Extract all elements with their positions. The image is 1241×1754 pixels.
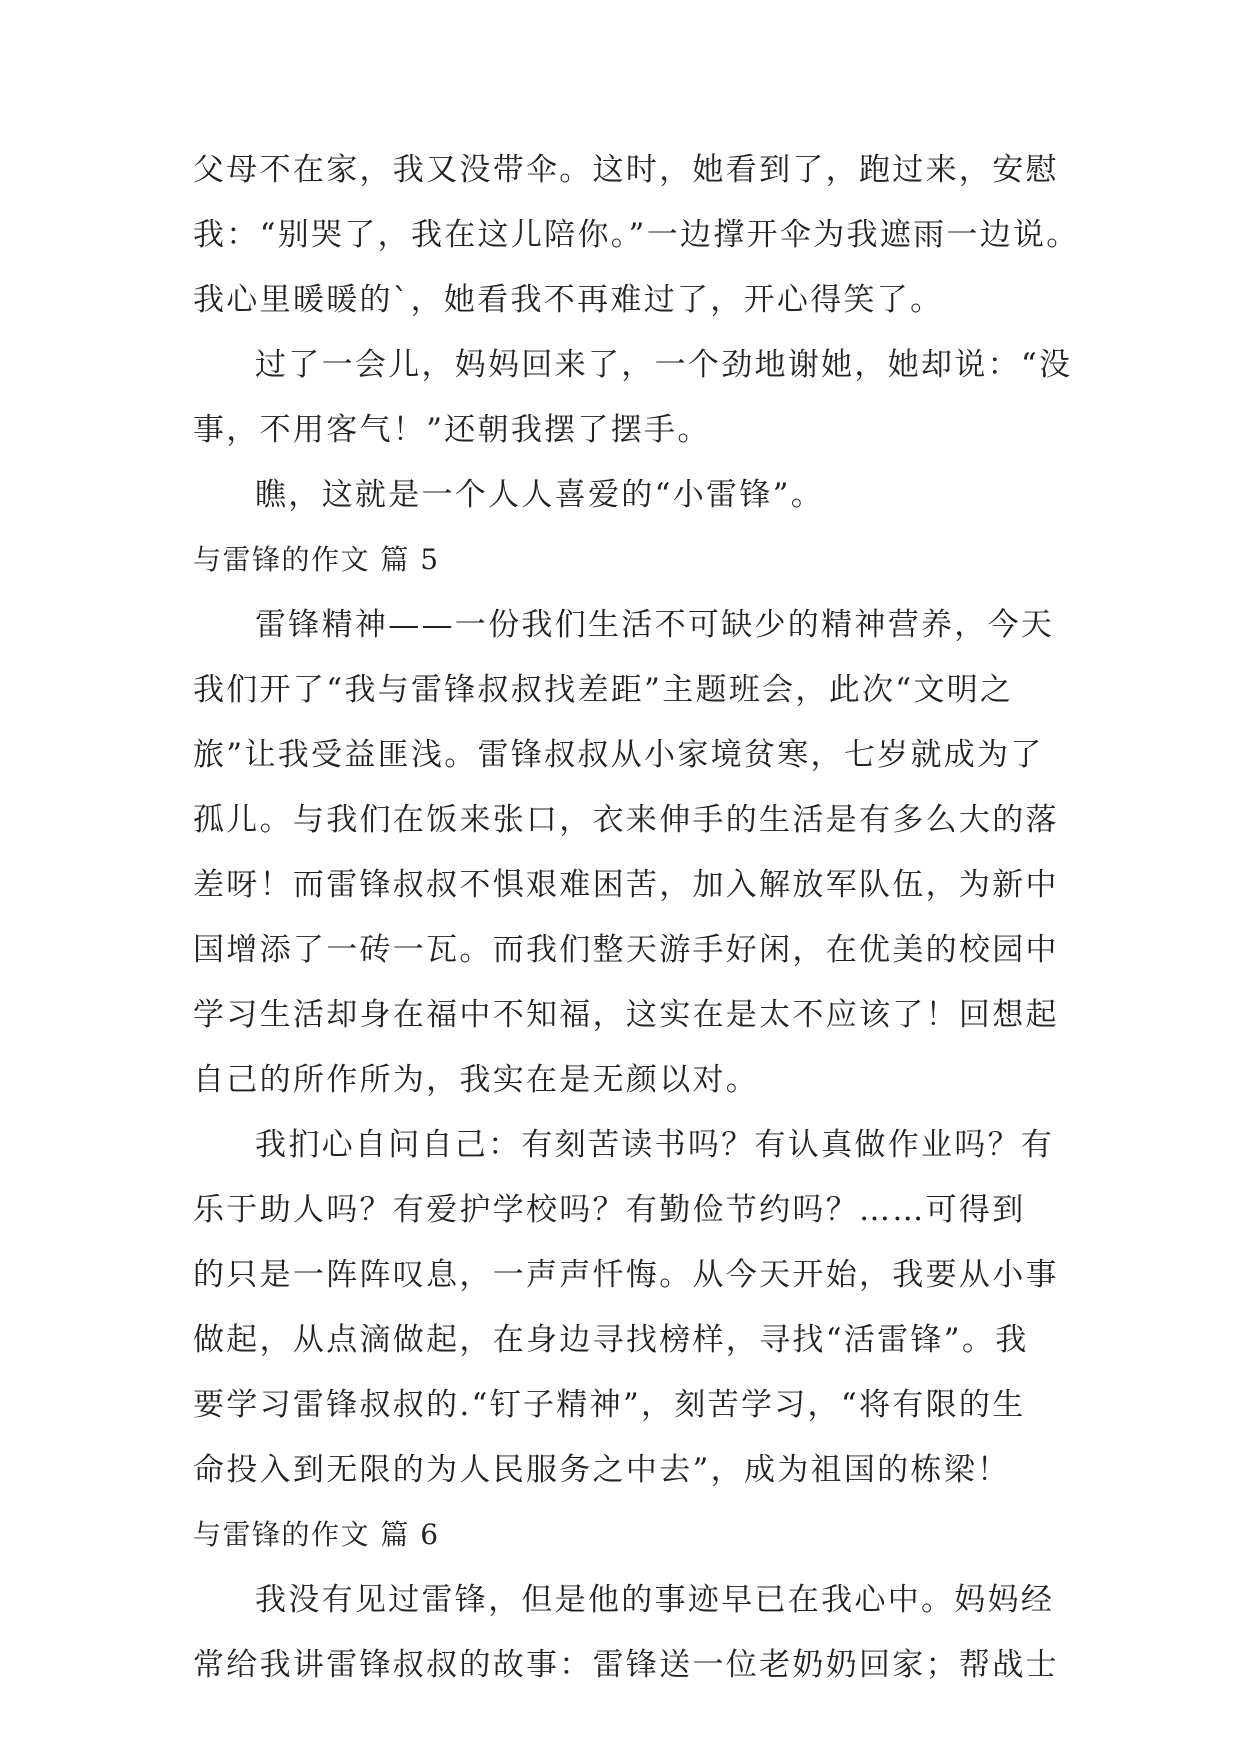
paragraph-line: 过了一会儿，妈妈回来了，一个劲地谢她，她却说：“没	[255, 347, 1073, 383]
paragraph-line: 常给我讲雷锋叔叔的故事：雷锋送一位老奶奶回家；帮战士	[193, 1647, 1059, 1683]
paragraph-line: 差呀！而雷锋叔叔不惧艰难困苦，加入解放军队伍，为新中	[193, 867, 1059, 903]
paragraph-line: 命投入到无限的为人民服务之中去”，成为祖国的栋梁！	[193, 1452, 1011, 1488]
paragraph-line: 旅”让我受益匪浅。雷锋叔叔从小家境贫寒，七岁就成为了	[193, 737, 1044, 773]
paragraph-line: 乐于助人吗？有爱护学校吗？有勤俭节约吗？……可得到	[193, 1192, 1026, 1228]
section-heading: 与雷锋的作文 篇 5	[193, 543, 440, 576]
paragraph-line: 瞧，这就是一个人人喜爱的“小雷锋”。	[255, 477, 825, 513]
paragraph-line: 的只是一阵阵叹息，一声声忏悔。从今天开始，我要从小事	[193, 1257, 1059, 1293]
paragraph-line: 我：“别哭了，我在这儿陪你。”一边撑开伞为我遮雨一边说。	[193, 217, 1080, 253]
paragraph-line: 我们开了“我与雷锋叔叔找差距”主题班会，此次“文明之	[193, 672, 1014, 708]
section-heading: 与雷锋的作文 篇 6	[193, 1518, 440, 1551]
paragraph-line: 父母不在家，我又没带伞。这时，她看到了，跑过来，安慰	[193, 152, 1059, 188]
paragraph-line: 孤儿。与我们在饭来张口，衣来伸手的生活是有多么大的落	[193, 802, 1059, 838]
paragraph-line: 事，不用客气！”还朝我摆了摆手。	[193, 412, 711, 448]
paragraph-line: 做起，从点滴做起，在身边寻找榜样，寻找“活雷锋”。我	[193, 1322, 1029, 1358]
paragraph-line: 我心里暖暖的`，她看我不再难过了，开心得笑了。	[193, 282, 944, 318]
paragraph-line: 学习生活却身在福中不知福，这实在是太不应该了！回想起	[193, 997, 1059, 1033]
paragraph-line: 要学习雷锋叔叔的.“钉子精神”，刻苦学习，“将有限的生	[193, 1387, 1026, 1423]
paragraph-line: 自己的所作所为，我实在是无颜以对。	[193, 1062, 760, 1098]
paragraph-line: 我没有见过雷锋，但是他的事迹早已在我心中。妈妈经	[255, 1582, 1055, 1618]
paragraph-line: 我扪心自问自己：有刻苦读书吗？有认真做作业吗？有	[255, 1127, 1055, 1163]
paragraph-line: 国增添了一砖一瓦。而我们整天游手好闲，在优美的校园中	[193, 932, 1059, 968]
paragraph-line: 雷锋精神——一份我们生活不可缺少的精神营养，今天	[255, 607, 1055, 643]
